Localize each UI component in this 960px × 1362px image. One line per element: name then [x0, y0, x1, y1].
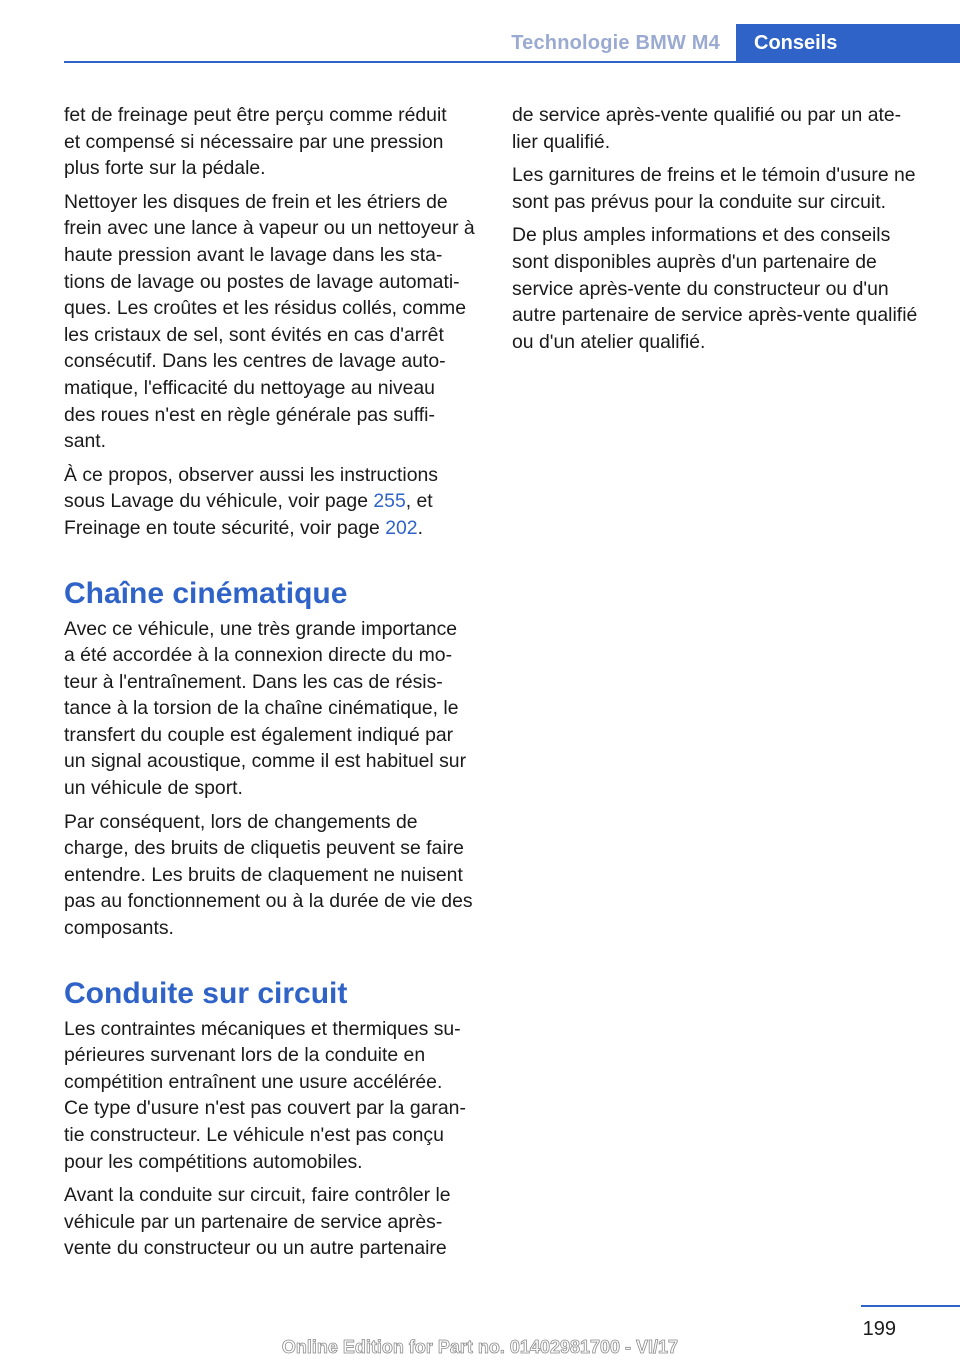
paragraph-noises: Par conséquent, lors de changements de charge, des bruits de cliquetis peuvent se faire entendre. Les bruits de claquement ne nuisent pas au fonctionnement ou à la durée de vie des composants. — [64, 810, 473, 940]
heading-chaine-cinematique: Chaîne cinématique — [64, 576, 348, 610]
right-column — [512, 102, 930, 362]
page-number: 199 — [862, 1318, 896, 1340]
header-rule — [64, 61, 960, 63]
paragraph-references: À ce propos, observer aussi les instructions sous Lavage du véhicule, voir page 255, et Freinage en toute sécurité, voir page 202. — [64, 463, 438, 539]
footer-edition: Online Edition for Part no. 01402981700 - VI/17 — [281, 1337, 679, 1357]
page-number-rule — [861, 1305, 960, 1307]
paragraph-continuation: de service après-vente qualifié ou par un ate‐ lier qualifié. — [512, 104, 902, 153]
left-column — [64, 102, 482, 1269]
paragraph-drivetrain: Avec ce véhicule, une très grande importance a été accordée à la connexion directe du mo‐ teur à l'entraînement. Dans les cas de résis‐ tance à la torsion de la chaîne cinématique, le transfert du couple est également indiqué par un signal acoustique, comme il est habituel sur un véhicule de sport. — [64, 617, 467, 800]
paragraph-stress: Les contraintes mécaniques et thermiques su‐ périeures survenant lors de la conduite en compétition entraînent une usure accélérée. Ce type d'usure n'est pas couvert par la garan‐ tie constructeur. Le véhicule n'est pas conçu pour les compétitions automobiles. — [64, 1017, 466, 1173]
breadcrumb: Technologie BMW M4 — [511, 31, 720, 54]
paragraph-before-circuit: Avant la conduite sur circuit, faire contrôler le véhicule par un partenaire de service après- vente du constructeur ou un autre partenaire — [64, 1184, 451, 1260]
section-tab: Conseils — [736, 24, 960, 62]
paragraph-brake-pressure: fet de freinage peut être perçu comme réduit et compensé si nécessaire par une pression plus forte sur la pédale. — [64, 104, 447, 180]
page-link-255[interactable]: 255 — [373, 490, 406, 513]
page-link-202[interactable]: 202 — [385, 516, 418, 539]
paragraph-more-info: De plus amples informations et des conseils sont disponibles auprès d'un partenaire de service après-vente du constructeur ou d'un autre partenaire de service après-vente qualifié ou d'un atelier qualifié. — [512, 224, 918, 353]
paragraph-cleaning: Nettoyer les disques de frein et les étriers de frein avec une lance à vapeur ou un nettoyeur à haute pression avant le lavage dans les sta‐ tions de lavage ou postes de lavage automati‐ ques. Les croûtes et les résidus collés, comme les cristaux de sel, sont évités en cas d'arrêt consécutif. Dans les centres de lavage auto‐ matique, l'efficacité du nettoyage au niveau des roues n'est en règle générale pas suffi‐ sant. — [64, 190, 475, 453]
paragraph-brake-pads: Les garnitures de freins et le témoin d'usure ne sont pas prévus pour la conduite sur circuit. — [512, 164, 916, 213]
heading-conduite-sur-circuit: Conduite sur circuit — [64, 976, 348, 1010]
